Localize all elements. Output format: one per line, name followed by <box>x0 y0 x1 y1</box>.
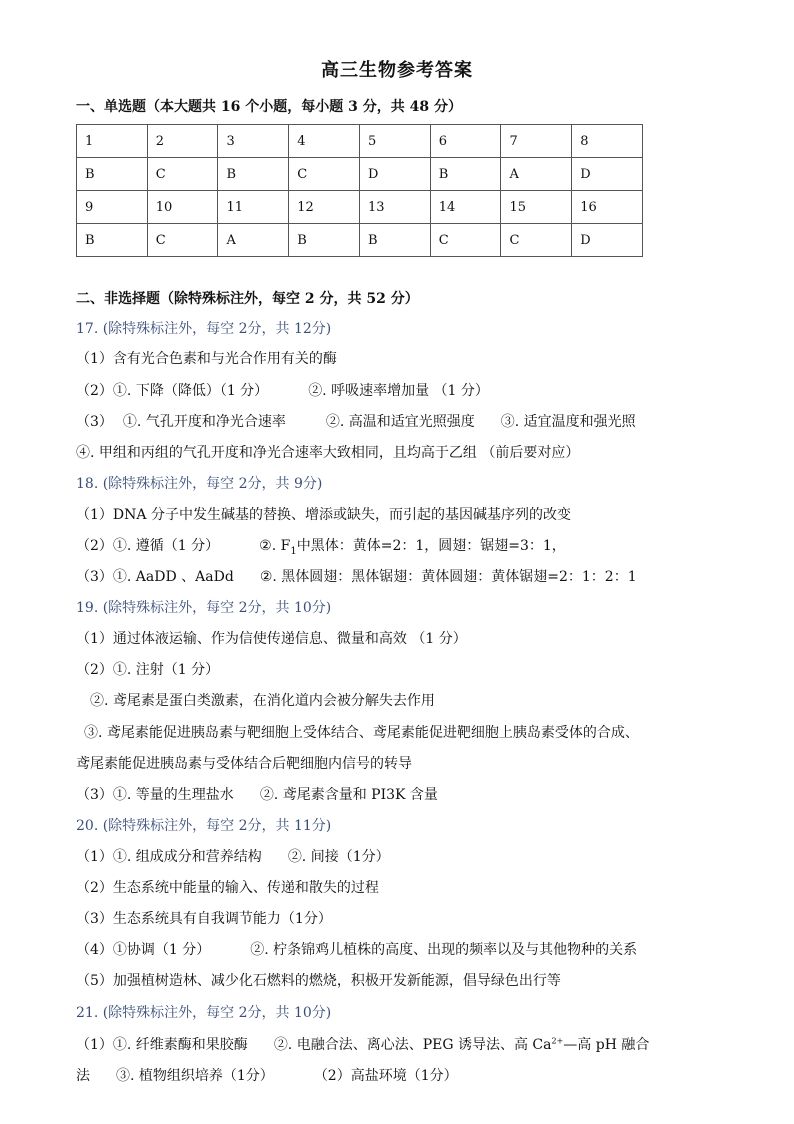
table-cell: 5 <box>359 125 430 158</box>
table-cell: C <box>501 224 572 257</box>
q17-part3-answer1: ①. 气孔开度和净光合速率 <box>122 414 286 430</box>
q18-part2-answer2-post: 中黑体：黄体=2：1，圆翅：锯翅=3：1， <box>296 538 566 554</box>
q20-part1-answer1: （1）①. 组成成分和营养结构 <box>76 849 262 865</box>
q20-part4-answer2: ②. 柠条锦鸡儿植株的高度、出现的频率以及与其他物种的关系 <box>250 942 638 958</box>
q20-line-1 <box>76 846 390 866</box>
table-cell: B <box>359 224 430 257</box>
q17-part2-answer1: ①. 下降（降低）（1 分） <box>112 383 269 399</box>
q21-part1-answer2-pre: ②. 电融合法、离心法、PEG 诱导法、高 Ca <box>273 1037 552 1053</box>
q20-part4-answer1: （4）①协调（1 分） <box>76 942 211 958</box>
q21-part1-answer1: （1）①. 纤维素酶和果胶酶 <box>76 1037 248 1053</box>
table-cell: C <box>430 224 501 257</box>
table-cell: B <box>430 158 501 191</box>
table-cell: 13 <box>359 191 430 224</box>
table-cell: C <box>289 158 360 191</box>
table-cell: 7 <box>501 125 572 158</box>
table-cell: 12 <box>289 191 360 224</box>
answer-table <box>76 124 643 257</box>
q21-line-2 <box>76 1065 458 1085</box>
table-cell: C <box>147 158 218 191</box>
q21-heading: 21. (除特殊标注外，每空 2分，共 10分) <box>76 1005 332 1021</box>
table-cell: A <box>218 224 289 257</box>
table-cell: 9 <box>77 191 148 224</box>
q17-line-1: （1）含有光合色素和与光合作用有关的酶 <box>76 351 337 367</box>
page-title: 高三生物参考答案 <box>321 60 473 81</box>
table-cell: B <box>289 224 360 257</box>
table-cell: D <box>572 158 643 191</box>
table-cell: 4 <box>289 125 360 158</box>
q19-line-1: （1）通过体液运输、作为信使传递信息、微量和高效 （1 分） <box>76 631 467 647</box>
q19-line-3: ②. 鸢尾素是蛋白类激素，在消化道内会被分解失去作用 <box>90 693 435 709</box>
q18-line-2 <box>76 535 566 557</box>
table-row <box>77 224 643 257</box>
q17-line-2 <box>76 380 489 400</box>
table-row <box>77 191 643 224</box>
table-cell: D <box>572 224 643 257</box>
table-cell: A <box>501 158 572 191</box>
q20-line-2: （2）生态系统中能量的输入、传递和散失的过程 <box>76 880 379 896</box>
q17-heading: 17. (除特殊标注外，每空 2分，共 12分) <box>76 321 332 337</box>
q17-line-4: ④. 甲组和丙组的气孔开度和净光合速率大致相同，且均高于乙组 （前后要对应） <box>76 445 580 461</box>
q21-part1-answer3: ③. 植物组织培养（1分） <box>116 1068 274 1084</box>
table-cell: B <box>218 158 289 191</box>
q20-line-3: （3）生态系统具有自我调节能力（1分） <box>76 911 332 927</box>
q21-line-1 <box>76 1034 649 1054</box>
q17-part3-answer3: ③. 适宜温度和强光照 <box>500 414 636 430</box>
table-row <box>77 158 643 191</box>
table-cell: 11 <box>218 191 289 224</box>
q20-part1-answer2: ②. 间接（1分） <box>287 849 390 865</box>
q20-heading: 20. (除特殊标注外，每空 2分，共 11分) <box>76 818 332 834</box>
q19-line-4: ③. 鸢尾素能促进胰岛素与靶细胞上受体结合、鸢尾素能促进靶细胞上胰岛素受体的合成、 <box>84 725 639 741</box>
table-cell: B <box>77 224 148 257</box>
q21-part1-superscript: 2+ <box>551 1036 564 1046</box>
q18-part2-subscript: 1 <box>290 545 297 557</box>
q19-line-5: 鸢尾素能促进胰岛素与受体结合后靶细胞内信号的转导 <box>76 756 412 772</box>
q18-line-1: （1）DNA 分子中发生碱基的替换、增添或缺失，而引起的基因碱基序列的改变 <box>76 507 571 523</box>
q17-part2-answer2: ②. 呼吸速率增加量 （1 分） <box>308 383 489 399</box>
q17-part3-answer2: ②. 高温和适宜光照强度 <box>325 414 475 430</box>
q20-line-4 <box>76 939 637 959</box>
q17-part3-label: （3） <box>76 414 113 430</box>
q21-part2-answer: （2）高盐环境（1分） <box>313 1068 458 1084</box>
q20-line-5: （5）加强植树造林、减少化石燃料的燃烧，积极开发新能源，倡导绿色出行等 <box>76 973 561 989</box>
q18-part2-answer1: （2）①. 遵循（1 分） <box>76 538 220 554</box>
table-cell: 8 <box>572 125 643 158</box>
table-cell: 6 <box>430 125 501 158</box>
q18-line-3 <box>76 566 637 586</box>
table-cell: D <box>359 158 430 191</box>
table-cell: 14 <box>430 191 501 224</box>
section2-heading: 二、非选择题（除特殊标注外，每空 2 分，共 52 分） <box>76 291 419 307</box>
table-cell: C <box>147 224 218 257</box>
section1-heading: 一、单选题（本大题共 16 个小题，每小题 3 分，共 48 分） <box>76 99 462 115</box>
q19-heading: 19. (除特殊标注外，每空 2分，共 10分) <box>76 600 332 616</box>
q18-heading: 18. (除特殊标注外，每空 2分，共 9分) <box>76 476 323 492</box>
q19-line-6 <box>76 784 438 804</box>
table-cell: 3 <box>218 125 289 158</box>
q21-part1-answer2-post: —高 pH 融合 <box>563 1037 650 1053</box>
q19-part3-answer2: ②. 鸢尾素含量和 PI3K 含量 <box>259 787 438 803</box>
q18-part3-answer2: ②. 黑体圆翅：黑体锯翅：黄体圆翅：黄体锯翅=2：1：2：1 <box>259 569 637 585</box>
q18-part3-answer1: （3）①. AaDD 、AaDd <box>76 569 234 585</box>
table-cell: B <box>77 158 148 191</box>
table-row <box>77 125 643 158</box>
table-cell: 2 <box>147 125 218 158</box>
q17-part2-label: （2） <box>76 383 113 399</box>
q17-line-3 <box>76 411 636 431</box>
q21-line2-continuation: 法 <box>76 1068 90 1084</box>
table-cell: 16 <box>572 191 643 224</box>
q18-part2-answer2-pre: ②. F <box>259 538 291 554</box>
table-cell: 10 <box>147 191 218 224</box>
table-cell: 15 <box>501 191 572 224</box>
q19-part3-answer1: （3）①. 等量的生理盐水 <box>76 787 234 803</box>
q19-line-2: （2）①. 注射（1 分） <box>76 662 220 678</box>
table-cell: 1 <box>77 125 148 158</box>
